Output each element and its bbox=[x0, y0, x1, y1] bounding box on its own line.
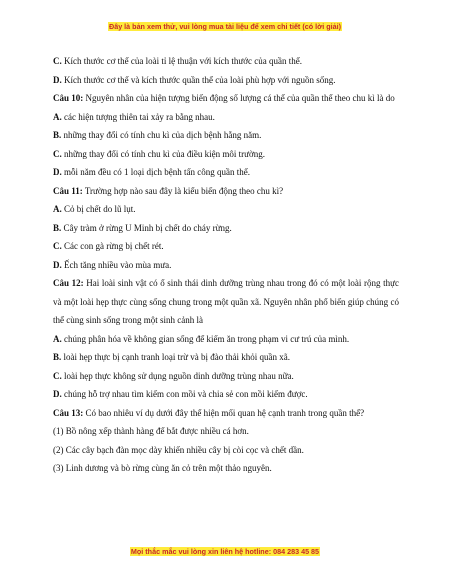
option-line bbox=[53, 256, 399, 275]
option-letter: B. bbox=[53, 222, 62, 233]
option-line bbox=[53, 163, 399, 182]
option-text: các hiện tượng thiên tai xảy ra bằng nhau. bbox=[64, 111, 215, 122]
option-line bbox=[53, 367, 399, 386]
option-line bbox=[53, 348, 399, 367]
option-letter: B. bbox=[53, 130, 62, 140]
preview-banner-text: Đây là bản xem thử, vui lòng mua tài liệu để xem chi tiết (có lời giải) bbox=[109, 22, 341, 31]
option-line bbox=[53, 237, 399, 256]
option-letter: C. bbox=[53, 148, 62, 159]
option-text: chúng phân hóa về không gian sống để kiếm ăn trong phạm vi cư trú của mình. bbox=[64, 333, 350, 344]
hotline-banner-text: Mọi thắc mắc vui lòng xin liên hệ hotline: 084 283 45 85 bbox=[130, 547, 320, 556]
option-line bbox=[53, 330, 399, 349]
option-line bbox=[53, 108, 399, 127]
option-letter: A. bbox=[53, 333, 62, 344]
question-10 bbox=[53, 89, 399, 108]
option-text: Ếch tăng nhiều vào mùa mưa. bbox=[64, 259, 172, 270]
option-text: Các con gà rừng bị chết rét. bbox=[64, 241, 164, 251]
preview-banner bbox=[0, 22, 450, 31]
option-text: Cây tràm ở rừng U Minh bị chết do cháy rừng. bbox=[63, 222, 232, 233]
option-text: những thay đổi có tính chu kì của điều kiện môi trường. bbox=[64, 148, 265, 159]
option-letter: A. bbox=[53, 111, 62, 122]
option-letter: D. bbox=[53, 389, 62, 399]
question-label: Câu 11: bbox=[53, 185, 83, 196]
option-line bbox=[53, 126, 399, 145]
question-label: Câu 12: bbox=[53, 278, 84, 288]
hotline-banner bbox=[0, 547, 450, 556]
option-text: chúng hỗ trợ nhau tìm kiếm con mồi và chia sẻ con mồi kiếm được. bbox=[64, 389, 308, 399]
option-line bbox=[53, 52, 399, 71]
question-text: Có bao nhiêu ví dụ dưới đây thể hiện mối quan hệ cạnh tranh trong quần thể? bbox=[85, 407, 365, 418]
option-line bbox=[53, 71, 399, 90]
option-text: Cỏ bị chết do lũ lụt. bbox=[64, 204, 136, 214]
option-text: loài hẹp thực bị cạnh tranh loại trừ và bị đào thải khỏi quần xã. bbox=[63, 352, 290, 362]
example-line: (2) Các cây bạch đàn mọc dày khiến nhiều cây bị còi cọc và chết dần. bbox=[53, 444, 304, 455]
option-text: loài hẹp thực không sử dụng nguồn dinh dưỡng trùng nhau nữa. bbox=[64, 370, 294, 381]
question-label: Câu 13: bbox=[53, 407, 84, 418]
question-label: Câu 10: bbox=[53, 93, 84, 103]
question-text: Hai loài sinh vật có ổ sinh thái dinh dưỡng trùng nhau trong đó có một loài rộng thực và một loài hẹp thực cùng sống chung trong một quần xã. Nguyên nhân phổ biến giúp chúng có thể cùng sinh sống trong một sinh cảnh là bbox=[53, 278, 399, 325]
option-letter: C. bbox=[53, 370, 62, 381]
option-letter: C. bbox=[53, 241, 62, 251]
option-line bbox=[53, 145, 399, 164]
document-body bbox=[53, 52, 399, 478]
option-text: mỗi năm đều có 1 loại dịch bệnh tấn công quần thể. bbox=[64, 167, 250, 177]
example-line: (3) Linh dương và bò rừng cùng ăn cỏ trên một thảo nguyên. bbox=[53, 463, 272, 473]
option-letter: C. bbox=[53, 56, 62, 66]
option-letter: D. bbox=[53, 259, 62, 270]
option-letter: D. bbox=[53, 74, 62, 85]
option-letter: D. bbox=[53, 167, 62, 177]
option-text: Kích thước cơ thể của loài tỉ lệ thuận với kích thước của quần thể. bbox=[64, 56, 302, 66]
question-13 bbox=[53, 404, 399, 423]
option-letter: A. bbox=[53, 204, 62, 214]
question-12 bbox=[53, 274, 399, 330]
question-text: Trường hợp nào sau đây là kiểu biến động theo chu kì? bbox=[84, 185, 284, 196]
question-11 bbox=[53, 182, 399, 201]
option-letter: B. bbox=[53, 352, 62, 362]
option-line bbox=[53, 385, 399, 404]
option-text: những thay đổi có tính chu kì của dịch bệnh hằng năm. bbox=[63, 130, 262, 140]
option-line bbox=[53, 200, 399, 219]
question-text: Nguyên nhân của hiện tượng biến động số lượng cá thể của quần thể theo chu kì là do bbox=[85, 93, 395, 103]
option-line bbox=[53, 219, 399, 238]
example-line: (1) Bồ nông xếp thành hàng để bắt được nhiều cá hơn. bbox=[53, 426, 249, 436]
option-text: Kích thước cơ thể và kích thước quần thể của loài phù hợp với nguồn sống. bbox=[64, 74, 336, 85]
